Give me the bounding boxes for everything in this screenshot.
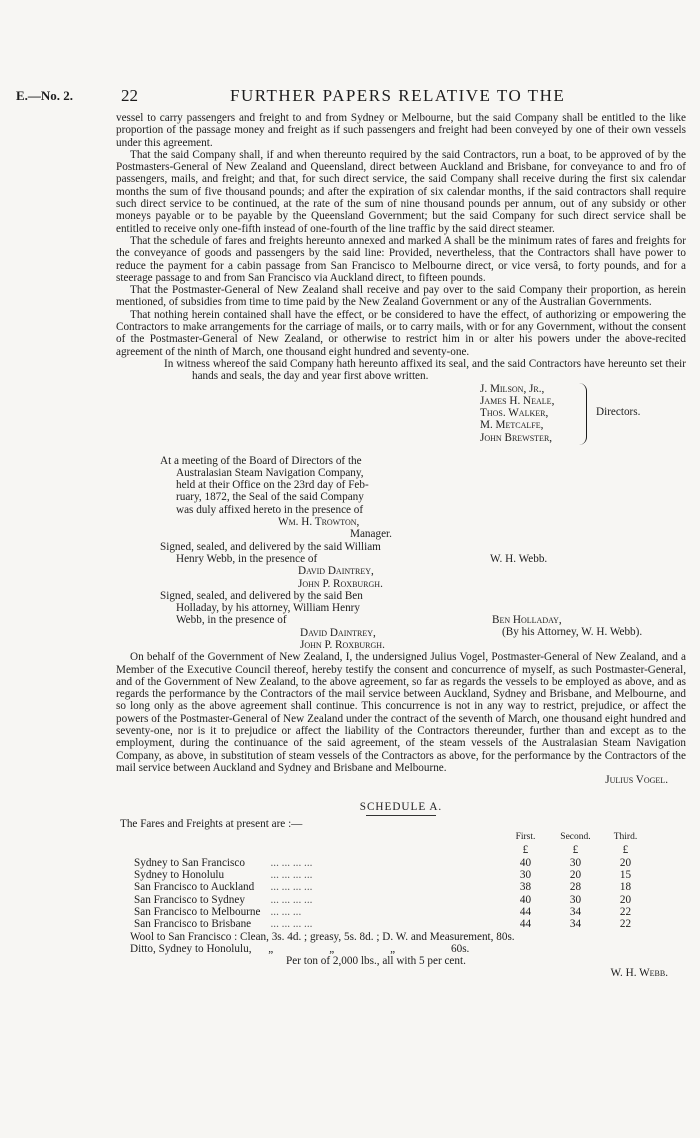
sign-line: Signed, sealed, and delivered by the said Ben: [160, 589, 363, 602]
leader-dots: ... ... ... ...: [270, 893, 313, 906]
page-number: 22: [121, 86, 138, 105]
witness-clause: In witness whereof the said Company hath hereunto affixed its seal, and the said Contractors have hereunto set their hands and seals, the day and year first above written.: [164, 357, 686, 383]
sign-line: Webb, in the presence of: [176, 614, 287, 627]
wool-line: Ditto, Sydney to Honolulu, „ „ „ 60s.: [130, 942, 470, 955]
column-header: First.: [515, 832, 536, 843]
table-row: [134, 906, 650, 918]
route-cell: San Francisco to Auckland: [134, 881, 255, 894]
leader-dots: ... ... ... ...: [270, 869, 313, 882]
wool-line: Wool to San Francisco : Clean, 3s. 4d. ; greasy, 5s. 8d. ; D. W. and Measurement, 80s.: [130, 930, 515, 943]
currency-mark: £: [622, 844, 629, 857]
table-row: [134, 857, 650, 869]
route-cell: Sydney to San Francisco: [134, 856, 245, 869]
leader-dots: ... ... ...: [270, 905, 302, 918]
route-cell: San Francisco to Brisbane: [134, 918, 252, 931]
director-name: Thos. Walker,: [480, 407, 549, 420]
fare-third: 20: [619, 893, 632, 906]
leader-dots: ... ... ... ...: [270, 918, 313, 931]
document-body: [116, 112, 686, 980]
table-row: [134, 894, 650, 906]
fare-first: 44: [519, 918, 532, 931]
fare-second: 34: [569, 918, 582, 931]
seal-line: ruary, 1872, the Seal of the said Company: [176, 491, 364, 504]
webb-signature: W. H. Webb.: [490, 552, 548, 565]
table-row: [134, 881, 650, 893]
witness-name: John P. Roxburgh.: [300, 638, 385, 651]
fare-third: 20: [619, 856, 632, 869]
director-name: J. Milson, Jr.,: [480, 382, 545, 395]
page-header: [0, 86, 700, 108]
director-name: John Brewster,: [480, 431, 553, 444]
fare-third: 15: [619, 869, 632, 882]
schedule-title: SCHEDULE A.: [359, 800, 443, 813]
director-name: M. Metcalfe,: [480, 419, 544, 432]
table-row: [134, 869, 650, 881]
currency-row: [134, 844, 650, 856]
fare-second: 30: [569, 893, 582, 906]
table-row: [134, 918, 650, 930]
fare-second: 34: [569, 905, 582, 918]
vogel-paragraph: On behalf of the Government of New Zealand, I, the undersigned Julius Vogel, Postmaster-General of New Zealand, and a Member of the Executive Council thereof, hereby testify the consent and concurrence of myself, as such Postmaster-General, and of the Government of New Zealand, to the above agreement, so far as regards the vessels to be employed as above, and as regards the performance by the Contractors of the mail service between Auckland, Sydney and Brisbane, and Melbourne, and so long only as the above agreement shall continue. This concurrence is not in any way to restrict, prejudice, or affect the powers of the Postmaster-General of New Zealand under the contract of the seventh of March, one thousand eight hundred and seventy-one, nor is it to prejudice or affect the liability of the Contractors thereunder, further than and except as to the employment, during the continuance of the said agreement, of the steam vessels of the Australasian Steam Navigation Company, as above, in substitution of steam vessels of the Contractors as above, for the performance by the Contractors of the mail service between Auckland and Sydney and Brisbane and Melbourne.: [116, 651, 686, 774]
route-cell: Sydney to Honolulu: [134, 869, 225, 882]
witness-name: David Daintrey,: [298, 565, 374, 578]
schedule-rule: [366, 815, 436, 816]
paragraph: That the schedule of fares and freights hereunto annexed and marked A shall be the minimum rates of fares and freights for the conveyance of goods and passengers by the said line: Provided, nevertheless, that the Contractors shall have power to reduce the payment for a cabin passage from San Francisco to Melbourne direct, or vice versâ, to forty pounds, and for a steerage passage to and from San Francisco via Auckland direct, to fifteen pounds.: [116, 234, 686, 284]
brace: [578, 383, 587, 445]
holladay-attorney: (By his Attorney, W. H. Webb).: [502, 625, 643, 638]
route-cell: San Francisco to Sydney: [134, 893, 245, 906]
manager-name: Wm. H. Trowton,: [278, 516, 360, 529]
sign-line: Henry Webb, in the presence of: [176, 552, 318, 565]
column-header: Third.: [613, 832, 638, 843]
fare-first: 44: [519, 905, 532, 918]
currency-mark: £: [522, 844, 529, 857]
seal-block: [116, 455, 686, 541]
paragraph: That the said Company shall, if and when thereunto required by the said Contractors, run a boat, to be approved of by the Postmasters-General of New Zealand and Queensland, direct between Auckland and Brisbane, for conveyance to and fro of passengers, mails, and freight; and that, for such direct service, the said Company shall receive during the first six calendar months the sum of five thousand pounds; and after the expiration of six calendar months, if the said contractors shall require such direct service to be continued, at the rate of the sum of nine thousand pounds per annum, out of any subsidy or other moneys payable or to be payable by the Queensland Government; but the said Company for such direct service shall be entitled to receive only one-fifth instead of one-fourth of the line traffic by the said direct steamer.: [116, 148, 686, 235]
leader-dots: ... ... ... ...: [270, 856, 313, 869]
director-name: James H. Neale,: [480, 394, 555, 407]
seal-line: was duly affixed hereto in the presence of: [176, 503, 364, 516]
manager-title: Manager.: [350, 528, 392, 541]
directors-block: [116, 383, 686, 445]
fare-third: 18: [619, 881, 632, 894]
fare-third: 22: [619, 905, 632, 918]
webb-sign-block: [116, 541, 686, 590]
fare-second: 20: [569, 869, 582, 882]
vogel-signature: Julius Vogel.: [605, 774, 668, 787]
directors-label: Directors.: [596, 405, 641, 418]
paragraph: That nothing herein contained shall have the effect, or be considered to have the effect, of authorizing or empowering the Contractors to make arrangements for the carriage of mails, or to carry mails, with or for any Government, without the consent of the Postmaster-General of New Zealand, or otherwise to restrict him in or alter his powers under the above-recited agreement of the ninth of March, one thousand eight hundred and seventy-one.: [116, 308, 686, 358]
column-header: Second.: [560, 832, 591, 843]
sign-line: Holladay, by his attorney, William Henry: [176, 602, 360, 615]
schedule-signature: W. H. Webb.: [610, 967, 668, 980]
fare-second: 28: [569, 881, 582, 894]
holladay-signature: Ben Holladay,: [492, 613, 562, 626]
leader-dots: ... ... ... ...: [270, 881, 313, 894]
running-title: FURTHER PAPERS RELATIVE TO THE: [230, 86, 566, 105]
fare-first: 30: [519, 869, 532, 882]
fare-first: 38: [519, 881, 532, 894]
seal-line: At a meeting of the Board of Directors of the: [160, 454, 362, 467]
paragraph: That the Postmaster-General of New Zealand shall receive and pay over to the said Company their proportion, as herein mentioned, of subsidies from time to time paid by the New Zealand Government or any of the Australian Governments.: [116, 284, 686, 309]
fare-first: 40: [519, 893, 532, 906]
seal-line: held at their Office on the 23rd day of Feb-: [176, 479, 369, 492]
fare-third: 22: [619, 918, 632, 931]
holladay-sign-block: [116, 590, 686, 651]
schedule-intro: The Fares and Freights at present are :—: [120, 817, 303, 830]
fares-table: [134, 830, 650, 930]
seal-line: Australasian Steam Navigation Company,: [176, 466, 364, 479]
witness-name: David Daintrey,: [300, 626, 376, 639]
directors-list: [480, 383, 554, 444]
currency-mark: £: [572, 844, 579, 857]
paragraph: vessel to carry passengers and freight to and from Sydney or Melbourne, but the said Company shall be entitled to the like proportion of the passage money and freight as if such passengers and freight had been conveyed by one of their own vessels under this agreement.: [116, 112, 686, 149]
sign-line: Signed, sealed, and delivered by the said William: [160, 540, 381, 553]
route-cell: San Francisco to Melbourne: [134, 905, 261, 918]
fare-first: 40: [519, 856, 532, 869]
witness-name: John P. Roxburgh.: [298, 577, 383, 590]
paper-reference: E.—No. 2.: [16, 88, 74, 103]
table-header-row: [134, 830, 650, 844]
per-ton-note: Per ton of 2,000 lbs., all with 5 per cent.: [286, 955, 466, 968]
fare-second: 30: [569, 856, 582, 869]
